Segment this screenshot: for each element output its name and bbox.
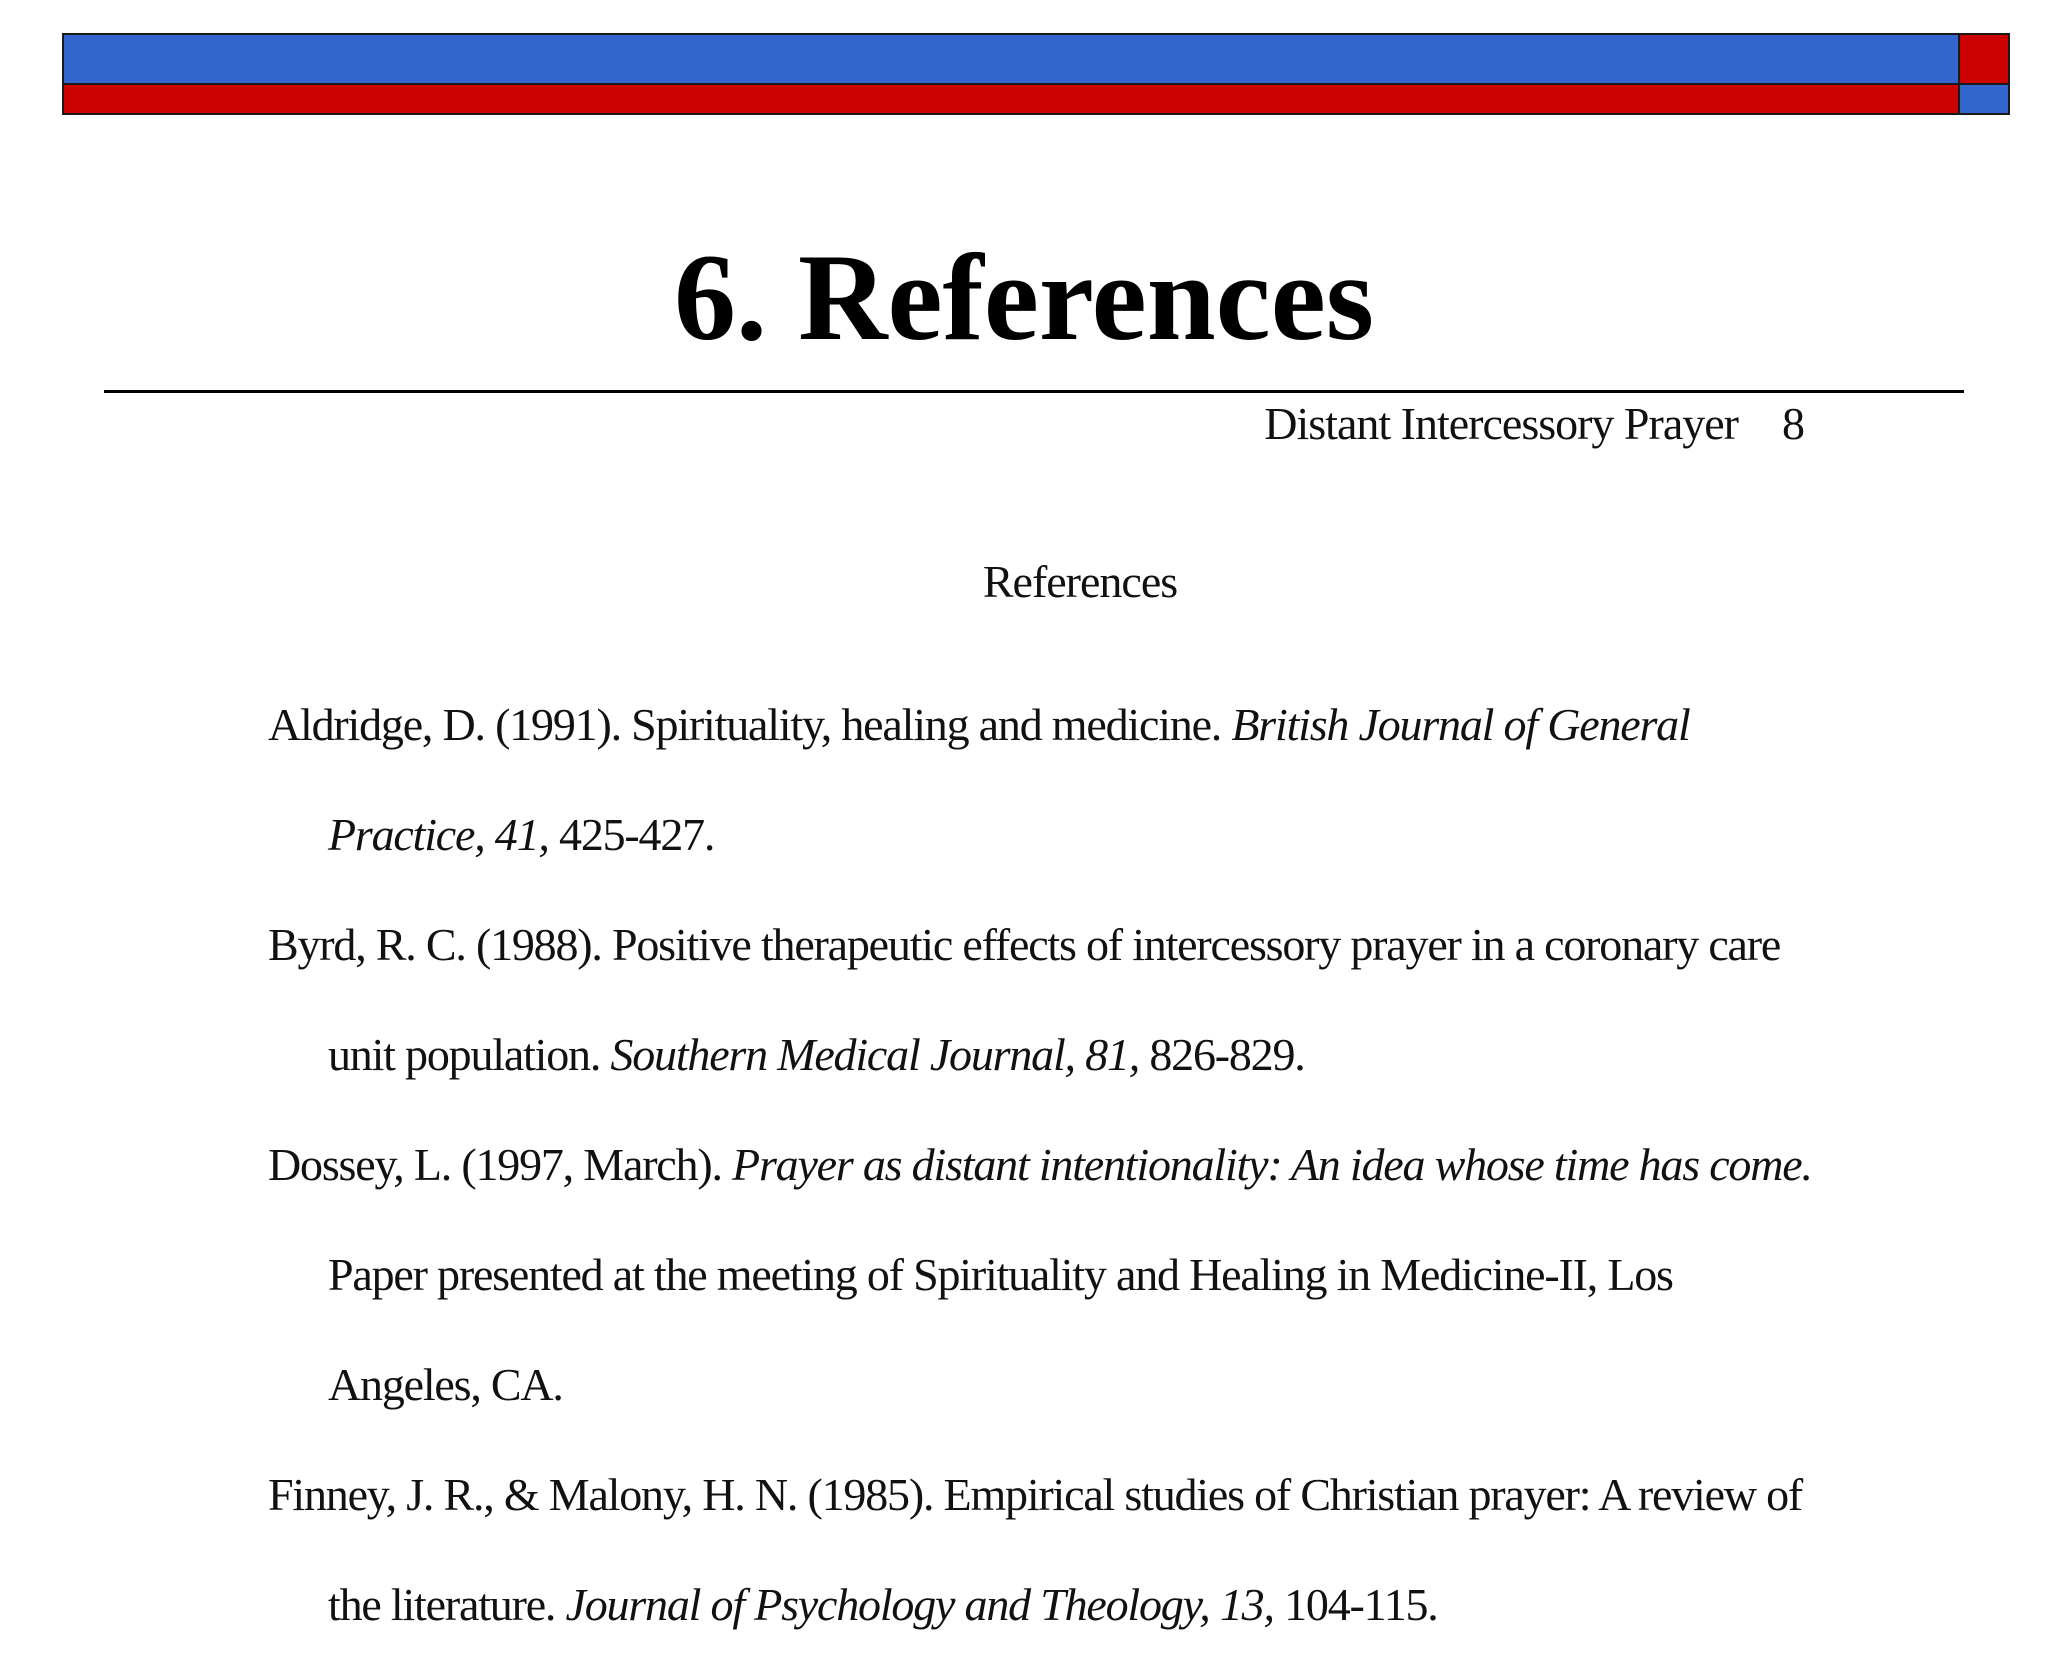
reference-list (268, 670, 1828, 1660)
reference-pages: 826-829. (1139, 1029, 1305, 1080)
reference-entry (268, 1440, 1828, 1660)
running-head-title: Distant Intercessory Prayer (1264, 398, 1738, 449)
running-head (1264, 398, 1804, 450)
reference-source: British Journal of General Practice, 41, (328, 699, 1690, 860)
slide-title: 6. References (673, 229, 1375, 366)
reference-text: Aldridge, D. (1991). Spirituality, healing and medicine. (268, 699, 1232, 750)
reference-source: Southern Medical Journal, 81, (610, 1029, 1140, 1080)
reference-entry (268, 890, 1828, 1110)
reference-text: Finney, J. R., & Malony, H. N. (1985). Empirical studies of Christian prayer: A review of the literature. (268, 1469, 1803, 1630)
reference-entry (268, 1110, 1828, 1440)
reference-source: Journal of Psychology and Theology, 13, (565, 1579, 1274, 1630)
page-number: 8 (1782, 398, 1804, 449)
document-top-rule (104, 390, 1964, 393)
reference-text: Byrd, R. C. (1988). Positive therapeutic effects of intercessory prayer in a coronary care unit population. (268, 919, 1781, 1080)
header-bar (62, 33, 2010, 115)
header-square-blue (1958, 85, 2010, 115)
reference-source: Prayer as distant intentionality: An idea whose time has come. (732, 1139, 1812, 1190)
reference-text: Dossey, L. (1997, March). (268, 1139, 733, 1190)
reference-pages: Paper presented at the meeting of Spirituality and Healing in Medicine-II, Los Angeles, CA. (328, 1249, 1673, 1410)
reference-entry (268, 670, 1828, 890)
reference-pages: 425-427. (548, 809, 715, 860)
header-bar-red (64, 85, 1958, 115)
header-bar-blue (64, 35, 1958, 85)
header-square-red (1958, 35, 2010, 85)
reference-pages: 104-115. (1273, 1579, 1438, 1630)
document-heading: References (982, 556, 1178, 607)
